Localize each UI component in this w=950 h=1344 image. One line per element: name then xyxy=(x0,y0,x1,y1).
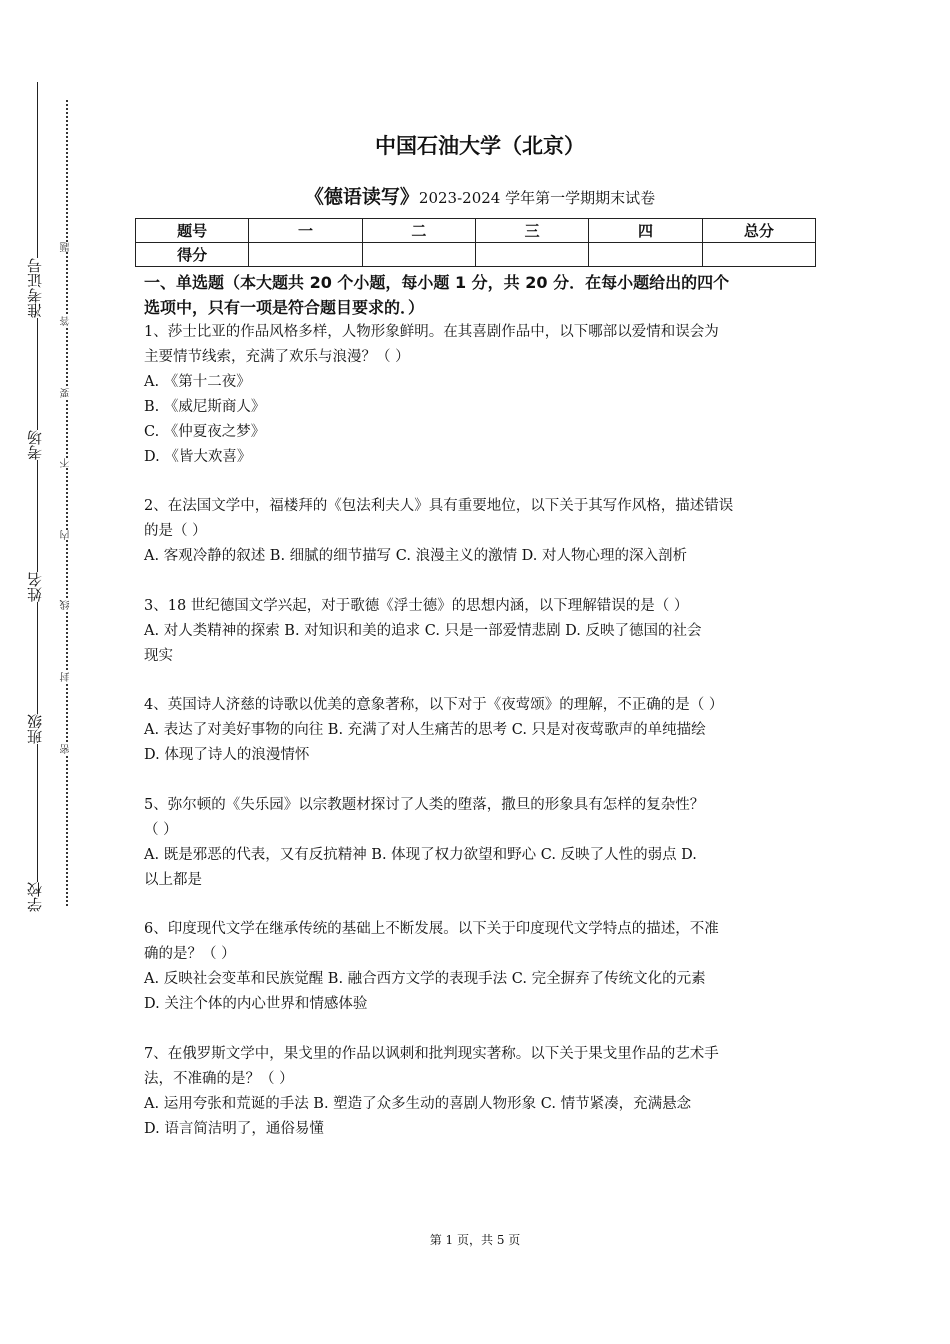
score-header-cell: 一 xyxy=(249,219,362,243)
score-table-score-row xyxy=(136,243,816,267)
options-line: 以上都是 xyxy=(144,872,202,888)
question-line: 7、在俄罗斯文学中，果戈里的作品以讽刺和批判现实著称。以下关于果戈里作品的艺术手 xyxy=(144,1046,719,1062)
score-table xyxy=(135,218,816,267)
seal-char: 要 xyxy=(59,388,75,398)
section-heading-line: 选项中，只有一项是符合题目要求的．） xyxy=(144,298,425,317)
field-exam-id: 准考证号 xyxy=(20,258,50,318)
options-line: A. 反映社会变革和民族觉醒 B. 融合西方文学的表现手法 C. 完全摒弃了传统文化的元素 xyxy=(144,971,706,987)
options-line: A. 对人类精神的探索 B. 对知识和美的追求 C. 只是一部爱情悲剧 D. 反映了德国的社会 xyxy=(144,623,702,639)
term-label: 2023-2024 学年第一学期期末试卷 xyxy=(418,189,656,207)
question-2 xyxy=(144,494,816,569)
score-header-cell: 二 xyxy=(362,219,475,243)
option-b: B. 《威尼斯商人》 xyxy=(144,399,266,415)
field-class: 班级 xyxy=(20,714,50,744)
question-line: 4、英国诗人济慈的诗歌以优美的意象著称，以下对于《夜莺颂》的理解，不正确的是（ ） xyxy=(144,697,724,713)
score-cell xyxy=(702,243,815,267)
field-name: 姓名 xyxy=(20,572,50,602)
section-heading-line: 一、单选题（本大题共 20 个小题，每小题 1 分，共 20 分．在每小题给出的四个 xyxy=(144,273,730,292)
page-footer: 第 1 页，共 5 页 xyxy=(429,1233,521,1247)
score-cell xyxy=(362,243,475,267)
options-line: A. 客观冷静的叙述 B. 细腻的细节描写 C. 浪漫主义的激情 D. 对人物心理的深入剖析 xyxy=(144,548,688,564)
exam-subtitle xyxy=(144,182,816,209)
field-exam-room: 考场 xyxy=(20,430,50,460)
options-line: A. 表达了对美好事物的向往 B. 充满了对人生痛苦的思考 C. 只是对夜莺歌声的单纯描绘 xyxy=(144,722,706,738)
question-line: 5、弥尔顿的《失乐园》以宗教题材探讨了人类的堕落，撒旦的形象具有怎样的复杂性？ xyxy=(144,797,705,813)
score-cell xyxy=(589,243,702,267)
score-header-cell: 总分 xyxy=(702,219,815,243)
question-line: 法，不准确的是？（ ） xyxy=(144,1071,294,1087)
seal-char: 线 xyxy=(59,600,75,610)
question-line: 6、印度现代文学在继承传统的基础上不断发展。以下关于印度现代文学特点的描述，不准 xyxy=(144,921,719,937)
options-line: D. 关注个体的内心世界和情感体验 xyxy=(144,996,368,1012)
options-line: D. 体现了诗人的浪漫情怀 xyxy=(144,747,310,763)
question-line: 3、18 世纪德国文学兴起，对于歌德《浮士德》的思想内涵，以下理解错误的是（ ） xyxy=(144,598,689,614)
section-heading xyxy=(144,270,816,320)
question-line: 的是（ ） xyxy=(144,523,207,539)
question-5 xyxy=(144,793,816,893)
option-a: A. 《第十二夜》 xyxy=(144,374,251,390)
options-line: A. 既是邪恶的代表，又有反抗精神 B. 体现了权力欲望和野心 C. 反映了人性的弱点 D. xyxy=(144,847,697,863)
options-line: 现实 xyxy=(144,648,173,664)
score-label-cell: 得分 xyxy=(136,243,249,267)
question-line: 2、在法国文学中，福楼拜的《包法利夫人》具有重要地位，以下关于其写作风格，描述错误 xyxy=(144,498,734,514)
question-1 xyxy=(144,320,816,470)
seal-char: 答 xyxy=(59,316,75,326)
university-title: 中国石油大学（北京） xyxy=(375,134,585,158)
question-line: （ ） xyxy=(144,822,178,838)
question-7 xyxy=(144,1042,816,1142)
binding-line-solid xyxy=(37,82,38,902)
question-line: 1、莎士比亚的作品风格多样，人物形象鲜明。在其喜剧作品中，以下哪部以爱情和误会为 xyxy=(144,324,719,340)
seal-char: 密 xyxy=(59,744,75,754)
score-cell xyxy=(249,243,362,267)
seal-char: 封 xyxy=(59,672,75,682)
seal-char: 题 xyxy=(59,242,75,252)
field-school: 学校 xyxy=(20,882,50,912)
seal-char: 内 xyxy=(59,530,75,540)
option-d: D. 《皆大欢喜》 xyxy=(144,449,252,465)
score-header-cell: 三 xyxy=(475,219,588,243)
score-header-cell: 四 xyxy=(589,219,702,243)
option-c: C. 《仲夏夜之梦》 xyxy=(144,424,266,440)
binding-line-dotted xyxy=(66,100,68,906)
options-line: A. 运用夸张和荒诞的手法 B. 塑造了众多生动的喜剧人物形象 C. 情节紧凑，充满悬念 xyxy=(144,1096,692,1112)
score-cell xyxy=(475,243,588,267)
score-header-cell: 题号 xyxy=(136,219,249,243)
course-name: 《德语读写》 xyxy=(304,186,419,208)
question-line: 主要情节线索，充满了欢乐与浪漫？（ ） xyxy=(144,349,410,365)
question-line: 确的是？（ ） xyxy=(144,946,236,962)
question-4 xyxy=(144,693,816,768)
score-table-header-row xyxy=(136,219,816,243)
seal-char: 不 xyxy=(59,458,75,468)
question-6 xyxy=(144,917,816,1017)
options-line: D. 语言简洁明了，通俗易懂 xyxy=(144,1121,324,1137)
question-3 xyxy=(144,594,816,669)
